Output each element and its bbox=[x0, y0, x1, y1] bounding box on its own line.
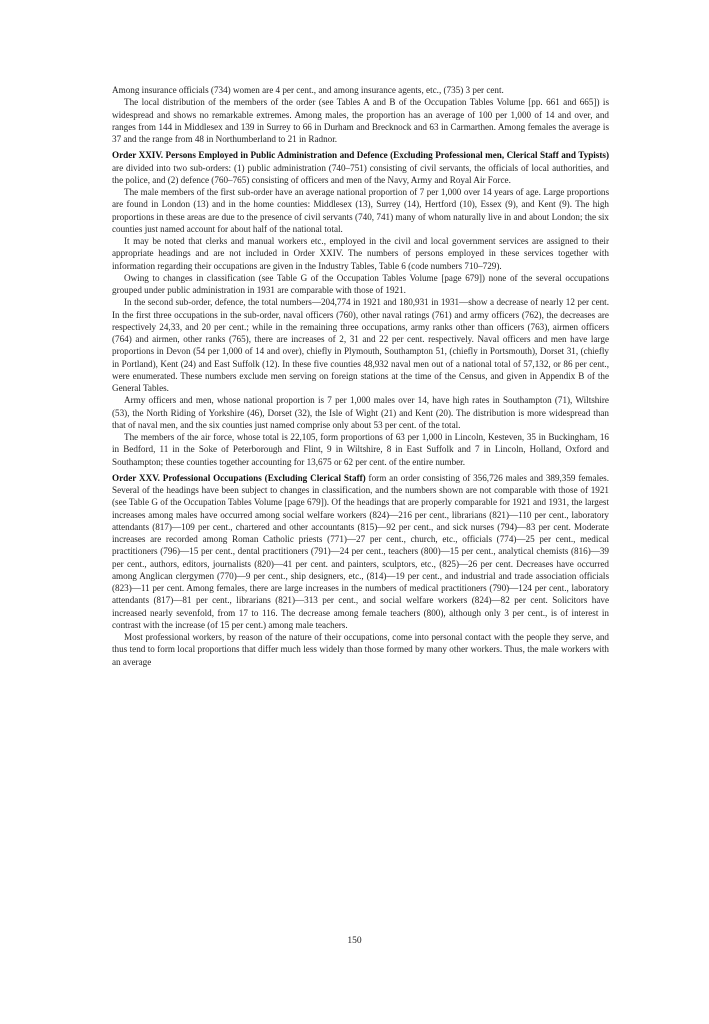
paragraph-male-members: The male members of the first sub-order have an average national proportion of 7 per 1,000 over 14 years of age. Large proportions are found in London (13) and in the home counties: Middlesex (13), Surrey (14), Hertford (10), Essex (9), and Kent (9). The high proportions in these areas are due to the presence of civil servants (740, 741) many of whom naturally live in and about London; the six counties just named account for about half of the national total. bbox=[112, 187, 609, 234]
page-body bbox=[112, 84, 609, 668]
paragraph-local-distribution: The local distribution of the members of the order (see Tables A and B of the Occupation Tables Volume [pp. 661 and 665]) is widespread and shows no remarkable extremes. Among males, the proportion has an average of 100 per 1,000 of 14 and over, and ranges from 144 in Middlesex and 139 in Surrey to 66 in Durham and Brecknock and 63 in Carmarthen. Among females the average is 37 and the range from 48 in Northumberland to 21 in Radnor. bbox=[112, 97, 609, 144]
paragraph-classification-changes: Owing to changes in classification (see Table G of the Occupation Tables Volume [page 679]) none of the several occupations grouped under public administration in 1931 are comparable with those of 1921. bbox=[112, 272, 609, 295]
order-xxv-text: form an order consisting of 356,726 males and 389,359 females. Several of the headings have been subject to changes in classification, and the numbers shown are not comparable with those of 1921 (see Table G of the Occupation Tables Volume [page 679]). Of the headings that are properly comparable for 1921 and 1931, the largest increases among males have occurred among social welfare workers (824)—216 per cent., librarians (821)—110 per cent., laboratory attendants (817)—109 per cent., chartered and other accountants (815)—92 per cent., and sick nurses (794)—83 per cent. Moderate increases are recorded among Roman Catholic priests (771)—27 per cent., church, etc., officials (774)—25 per cent., medical practitioners (796)—15 per cent., dental practitioners (791)—24 per cent., teachers (800)—15 per cent., analytical chemists (816)—39 per cent., authors, editors, journalists (820)—41 per cent. and painters, sculptors, etc., (825)—26 per cent. Decreases have occurred among Anglican clergymen (770)—9 per cent., ship designers, etc., (814)—19 per cent., and industrial and trade association officials (823)—11 per cent. Among females, there are large increases in the numbers of medical practitioners (790)—124 per cent., laboratory attendants (817)—81 per cent., librarians (821)—313 per cent., and social welfare workers (824)—82 per cent. Solicitors have increased nearly sevenfold, from 17 to 116. The decrease among female teachers (800), although only 3 per cent., is of interest in contrast with the increase (of 15 per cent.) among male teachers. bbox=[112, 472, 609, 630]
paragraph-army: Army officers and men, whose national proportion is 7 per 1,000 males over 14, have high rates in Southampton (71), Wiltshire (53), the North Riding of Yorkshire (46), Dorset (32), the Isle of Wight (21) and Kent (20). The distribution is more widespread than that of naval men, and the six counties just named comprise only about 53 per cent. of the total. bbox=[112, 395, 609, 430]
paragraph-defence: In the second sub-order, defence, the total numbers—204,774 in 1921 and 180,931 in 1931—show a decrease of nearly 12 per cent. In the first three occupations in the sub-order, naval officers (760), other naval ratings (761) and army officers (762), the decreases are respectively 24,33, and 20 per cent.; while in the remaining three occupations, army ranks other than officers (763), airmen officers (764) and airmen, other ranks (765), there are increases of 2, 31 and 22 per cent. respectively. Naval officers and men have large proportions in Devon (54 per 1,000 of 14 and over), chiefly in Plymouth, Southampton 51, (chiefly in Portsmouth), Dorset 31, (chiefly in Portland), Kent (24) and East Suffolk (12). In these five counties 48,932 naval men out of a national total of 57,132, or 86 per cent., were enumerated. These numbers exclude men serving on foreign stations at the time of the Census, and given in Appendix B of the General Tables. bbox=[112, 297, 609, 393]
paragraph-professional-workers: Most professional workers, by reason of the nature of their occupations, come into personal contact with the people they serve, and thus tend to form local proportions that differ much less widely than those formed by many other workers. Thus, the male workers with an average bbox=[112, 632, 609, 667]
paragraph-air-force: The members of the air force, whose total is 22,105, form proportions of 63 per 1,000 in Lincoln, Kesteven, 35 in Buckingham, 16 in Bedford, 11 in the Soke of Peterborough and Flint, 9 in Wiltshire, 8 in East Suffolk and 7 in Lincoln, Holland, Oxford and Southampton; these counties together accounting for 13,675 or 62 per cent. of the entire number. bbox=[112, 432, 609, 467]
paragraph-order-xxiv bbox=[112, 149, 609, 186]
paragraph-insurance: Among insurance officials (734) women are 4 per cent., and among insurance agents, etc., (735) 3 per cent. bbox=[112, 85, 504, 95]
order-xxv-heading: Order XXV. Professional Occupations (Excluding Clerical Staff) bbox=[112, 472, 366, 483]
order-xxiv-text: are divided into two sub-orders: (1) public administration (740–751) consisting of civil servants, the officials of local authorities, and the police, and (2) defence (760–765) consisting of officers and men of the Navy, Army and Royal Air Force. bbox=[112, 162, 609, 185]
order-xxiv-heading: Order XXIV. Persons Employed in Public Administration and Defence (Excluding Professional men, Clerical Staff and Typists) bbox=[112, 150, 609, 161]
page-number: 150 bbox=[347, 936, 362, 946]
paragraph-clerks-note: It may be noted that clerks and manual workers etc., employed in the civil and local government services are assigned to their appropriate headings and are not included in Order XXIV. The numbers of persons employed in these services together with information regarding their occupations are given in the Industry Tables, Table 6 (code numbers 710–729). bbox=[112, 236, 609, 271]
paragraph-order-xxv bbox=[112, 472, 609, 631]
